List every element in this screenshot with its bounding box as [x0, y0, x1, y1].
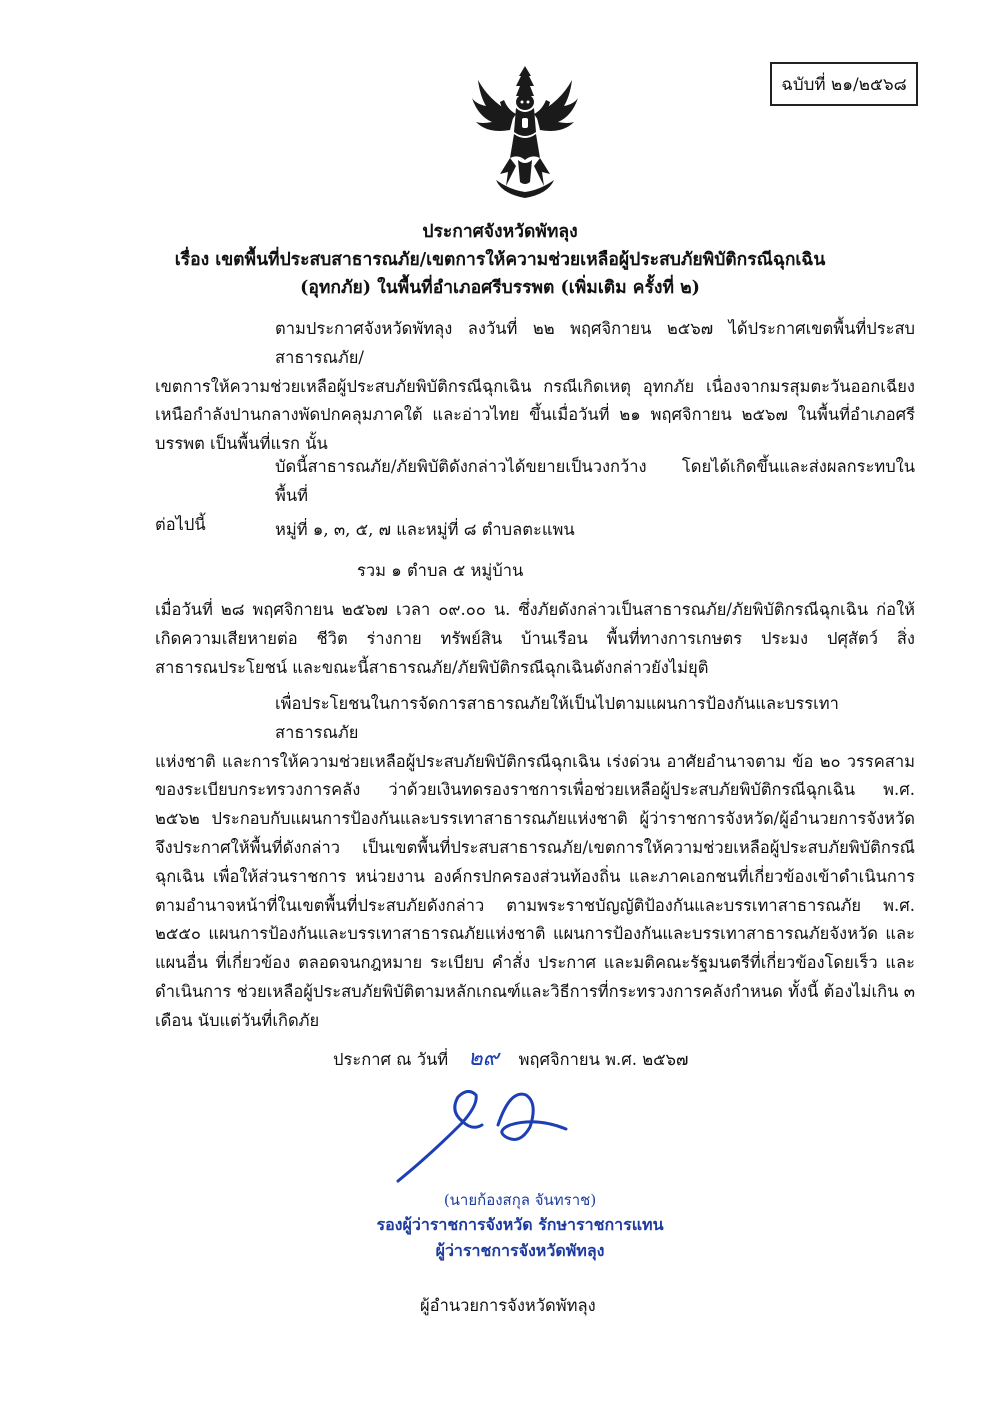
paragraph-4-first: เพื่อประโยชนในการจัดการสาธารณภัยให้เป็นไปตามแผนการป้องกันและบรรเทาสาธารณภัย	[275, 694, 839, 742]
garuda-emblem-icon	[470, 62, 580, 200]
edition-number: ฉบับที่ ๒๑/๒๕๖๘	[781, 74, 907, 95]
paragraph-1	[155, 315, 915, 459]
handwritten-signature	[390, 1085, 580, 1185]
date-suffix: พฤศจิกายน พ.ศ. ๒๕๖๗	[518, 1050, 689, 1069]
date-prefix: ประกาศ ณ วันที่	[333, 1050, 449, 1069]
signatory-block	[340, 1188, 700, 1264]
edition-number-box	[770, 62, 918, 106]
paragraph-3	[155, 596, 915, 682]
paragraph-4	[155, 690, 915, 1036]
paragraph-2-rest: ต่อไปนี้	[155, 514, 206, 534]
title-issuer: ประกาศจังหวัดพัทลุง	[422, 222, 578, 242]
announcement-date	[333, 1040, 688, 1075]
paragraph-1-first: ตามประกาศจังหวัดพัทลุง ลงวันที่ ๒๒ พฤศจิกายน ๒๕๖๗ ได้ประกาศเขตพื้นที่ประสบสาธารณภัย/	[275, 319, 915, 367]
title-subject-cont: (อุทกภัย) ในพื้นที่อำเภอศรีบรรพต (เพิ่มเติม ครั้งที่ ๒)	[300, 278, 700, 298]
signatory-name: (นายก้องสกุล จันทราช)	[443, 1191, 597, 1209]
date-day-handwritten: ๒๙	[468, 1046, 499, 1071]
paragraph-4-rest: แห่งชาติ และการให้ความช่วยเหลือผู้ประสบภัยพิบัติกรณีฉุกเฉิน เร่งด่วน อาศัยอำนาจตาม ข้อ ๒๐ วรรคสาม ของระเบียบกระทรวงการคลัง ว่าด้วยเงินทดรองราชการเพื่อช่วยเหลือผู้ประสบภัยพิบัติกรณีฉุกเฉิน พ.ศ. ๒๕๖๒ ประกอบกับแผนการป้องกันและบรรเทาสาธารณภัยแห่งชาติ ผู้ว่าราชการจังหวัด/ผู้อำนวยการจังหวัด จึงประกาศให้พื้นที่ดังกล่าว เป็นเขตพื้นที่ประสบสาธารณภัย/เขตการให้ความช่วยเหลือผู้ประสบภัยพิบัติกรณีฉุกเฉิน เพื่อให้ส่วนราชการ หน่วยงาน องค์กรปกครองส่วนท้องถิ่น และภาคเอกชนที่เกี่ยวข้องเข้าดำเนินการ ตามอำนาจหน้าที่ในเขตพื้นที่ประสบภัยดังกล่าว ตามพระราชบัญญัติป้องกันและบรรเทาสาธารณภัย พ.ศ. ๒๕๕๐ แผนการป้องกันและบรรเทาสาธารณภัยแห่งชาติ แผนการป้องกันและบรรเทาสาธารณภัยจังหวัด และแผนอื่น ที่เกี่ยวข้อง ตลอดจนกฎหมาย ระเบียบ คำสั่ง ประกาศ และมติคณะรัฐมนตรีที่เกี่ยวข้องโดยเร็ว และดำเนินการ ช่วยเหลือผู้ประสบภัยพิบัติตามหลักเกณฑ์และวิธีการที่กระทรวงการคลังกำหนด ทั้งนี้ ต้องไม่เกิน ๓ เดือน นับแต่วันที่เกิดภัย	[155, 751, 915, 1030]
signatory-title-1: รองผู้ว่าราชการจังหวัด รักษาราชการแทน	[376, 1215, 664, 1234]
paragraph-1-rest: เขตการให้ความช่วยเหลือผู้ประสบภัยพิบัติกรณีฉุกเฉิน กรณีเกิดเหตุ อุทกภัย เนื่องจากมรสุมตะวันออกเฉียงเหนือกำลังปานกลางพัดปกคลุมภาคใต้ และอ่าวไทย ขึ้นเมื่อวันที่ ๒๑ พฤศจิกายน ๒๕๖๗ ในพื้นที่อำเภอศรีบรรพต เป็นพื้นที่แรก นั้น	[155, 376, 915, 454]
announcement-title	[120, 218, 880, 302]
title-subject: เรื่อง เขตพื้นที่ประสบสาธารณภัย/เขตการให้ความช่วยเหลือผู้ประสบภัยพิบัติกรณีฉุกเฉิน	[174, 250, 826, 270]
affected-area-line: หมู่ที่ ๑, ๓, ๕, ๗ และหมู่ที่ ๘ ตำบลตะแพน	[275, 520, 575, 539]
paragraph-3-text: เมื่อวันที่ ๒๘ พฤศจิกายน ๒๕๖๗ เวลา ๐๙.๐๐ น. ซึ่งภัยดังกล่าวเป็นสาธารณภัย/ภัยพิบัติกรณีฉุกเฉิน ก่อให้เกิดความเสียหายต่อ ชีวิต ร่างกาย ทรัพย์สิน บ้านเรือน พื้นที่ทางการเกษตร ประมง ปศุสัตว์ สิ่งสาธารณประโยชน์ และขณะนี้สาธารณภัย/ภัยพิบัติกรณีฉุกเฉินดังกล่าวยังไม่ยุติ	[155, 600, 915, 677]
director-role: ผู้อำนวยการจังหวัดพัทลุง	[420, 1296, 596, 1315]
affected-total-line: รวม ๑ ตำบล ๕ หมู่บ้าน	[357, 561, 524, 580]
signatory-title-2: ผู้ว่าราชการจังหวัดพัทลุง	[435, 1241, 605, 1260]
paragraph-2-first: บัดนี้สาธารณภัย/ภัยพิบัติดังกล่าวได้ขยายเป็นวงกว้าง โดยได้เกิดขึ้นและส่งผลกระทบในพื้นที่	[275, 457, 915, 505]
